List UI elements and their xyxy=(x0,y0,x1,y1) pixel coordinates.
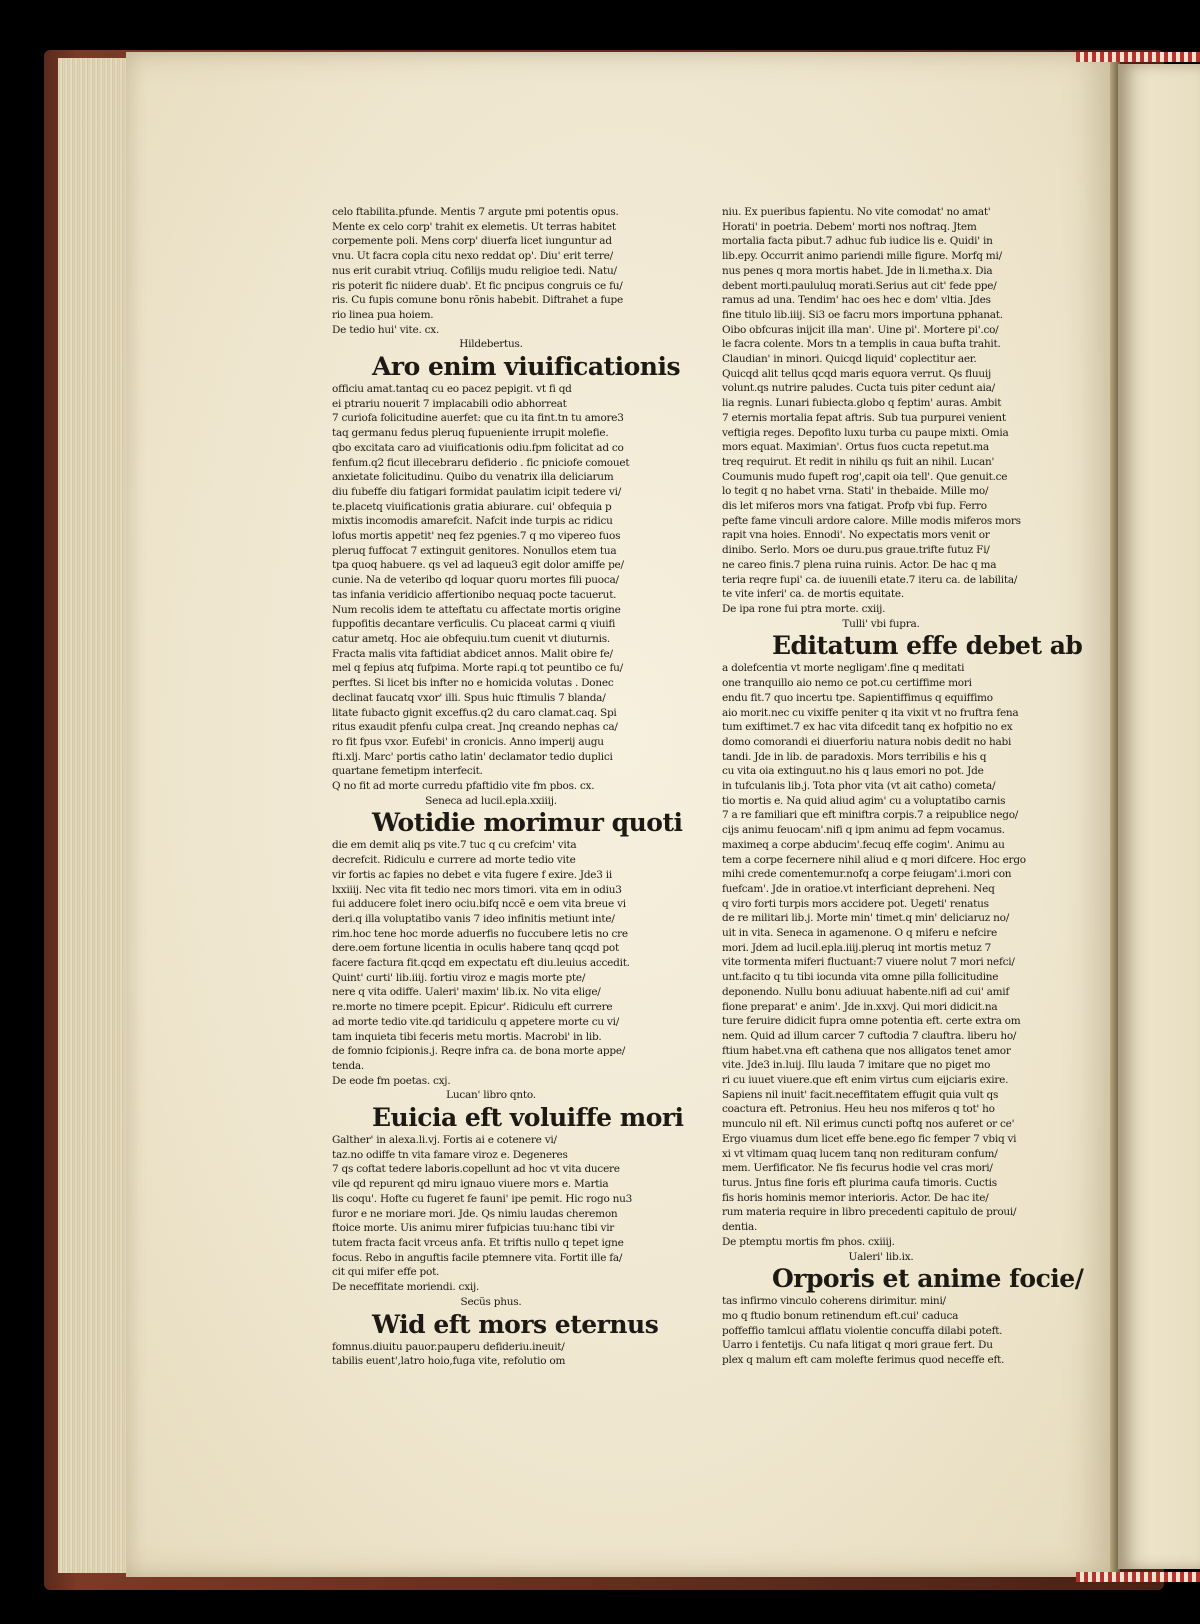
text-line: mo q ftudio bonum retinendum eft.cui' caduca xyxy=(722,1309,959,1322)
text-line: dinibo. Serlo. Mors oe duru.pus graue.trifte futuz Fi/ xyxy=(722,544,990,557)
text-line: taz.no odiffe tn vita famare viroz e. Degeneres xyxy=(332,1148,568,1161)
text-line: volunt.qs nutrire paludes. Cucta tuis piter cedunt aia/ xyxy=(722,382,995,395)
text-line: unt.facito q tu tibi iocunda vita omne pilla follicitudine xyxy=(722,971,999,984)
text-line: in tufculanis lib.j. Tota phor vita (vt ait catho) cometa/ xyxy=(722,780,996,793)
text-line: Q no fit ad morte curredu pfaftidio vite fm pbos. cx. xyxy=(332,780,595,793)
text-line: nus penes q mora mortis habet. Jde in li.metha.x. Dia xyxy=(722,264,993,277)
text-line: fuefcam'. Jde in oratioe.vt interficiant depreheni. Neq xyxy=(722,882,995,895)
text-line: re.morte no timere pcepit. Epicur'. Ridiculu eft currere xyxy=(332,1001,613,1014)
text-line: mors equat. Maximian'. Ortus fuos cucta repetut.ma xyxy=(722,441,989,454)
text-line: mel q fepius atq fufpima. Morte rapi.q tot peuntibo ce fu/ xyxy=(332,662,623,675)
text-line: fomnus.diuitu pauor.pauperu defideriu.ineuit/ xyxy=(332,1340,565,1353)
text-line: vite tormenta miferi fluctuant:7 viuere nolut 7 mori nefci/ xyxy=(722,956,1015,969)
text-line: dentia. xyxy=(722,1221,758,1234)
text-line: lofus mortis appetit' neq fez pgenies.7 q mo vipereo fuos xyxy=(332,530,621,543)
text-line: De eode fm poetas. cxj. xyxy=(332,1074,451,1087)
text-line: declinat faucatq vxor' illi. Spus huic ftimulis 7 blanda/ xyxy=(332,691,606,704)
text-line: fione preparat' e anim'. Jde in.xxvj. Qui mori didicit.na xyxy=(722,1000,998,1013)
text-line: Ualeri' lib.ix. xyxy=(848,1250,914,1263)
text-line: De ipa rone fui ptra morte. cxiij. xyxy=(722,602,886,615)
text-line: ramus ad una. Tendim' hac oes hec e dom' vltia. Jdes xyxy=(722,294,991,307)
text-line: ris poterit fic niidere duab'. Et fic pncipus congruis ce fu/ xyxy=(332,279,623,292)
text-line: vite. Jde3 in.luij. Illu lauda 7 imitare que no piget mo xyxy=(722,1059,991,1072)
left-text-column xyxy=(332,205,684,1369)
text-line: Tulli' vbi fupra. xyxy=(842,617,920,630)
section-heading: Euicia eft voluiffe mori xyxy=(372,1103,684,1133)
text-line: anxietate folicitudinu. Quibo du venatrix illa deliciarum xyxy=(332,471,614,484)
text-line: ei ptrariu nouerit 7 implacabili odio abhorreat xyxy=(332,397,567,410)
text-line: nus erit curabit vtriuq. Cofilijs mudu religioe tedi. Natu/ xyxy=(332,264,617,277)
text-line: turus. Jntus fine foris eft plurima caufa timoris. Cuctis xyxy=(722,1177,997,1189)
text-line: vile qd repurent qd miru ignauo viuere mors e. Martia xyxy=(332,1178,609,1191)
text-line: ri cu iuuet viuere.que eft enim virtus cum eijciaris exire. xyxy=(722,1074,1009,1087)
section-heading: Wid eft mors eternus xyxy=(372,1309,659,1339)
text-line: debent morti.paululuq morati.Serius aut cit' fede ppe/ xyxy=(722,279,997,292)
text-line: tpa quoq habuere. qs vel ad laqueu3 egit dolor amiffe pe/ xyxy=(332,559,624,572)
text-line: Fracta malis vita faftidiat abdicet annos. Malit obire fe/ xyxy=(332,647,613,660)
text-line: a dolefcentia vt morte negligam'.fine q meditati xyxy=(722,662,965,675)
text-line: De neceffitate moriendi. cxij. xyxy=(332,1281,480,1294)
text-line: Coumunis mudo fupeft rog',capit oia tell'. Que genuit.ce xyxy=(722,470,1008,483)
text-line: tutem fracta facit vrceus anfa. Et triftis nullo q tepet igne xyxy=(332,1237,624,1249)
text-line: Num recolis idem te atteftatu cu affectate mortis origine xyxy=(332,603,621,616)
text-line: te vite inferi' ca. de mortis equitate. xyxy=(722,588,904,601)
text-line: tum exiftimet.7 ex hac vita difcedit tanq ex hofpitio no ex xyxy=(722,721,1013,734)
text-line: teria reqre fupi' ca. de iuuenili etate.7 iteru ca. de labilita/ xyxy=(722,573,1018,586)
text-line: diu fubeffe diu fatigari formidat paulatim icipit tedere vi/ xyxy=(332,485,622,498)
text-line: Ergo viuamus dum licet effe bene.ego fic femper 7 vbiq vi xyxy=(722,1132,1017,1145)
text-line: 7 qs coftat tedere laboris.copellunt ad hoc vt vita ducere xyxy=(332,1163,620,1176)
text-line: dere.oem fortune licentia in oculis habere tanq qcqd pot xyxy=(332,942,619,955)
text-line: cit qui mifer effe pot. xyxy=(332,1266,440,1279)
text-line: tam inquieta tibi feceris metu mortis. Macrobi' in lib. xyxy=(332,1030,602,1043)
text-line: ris. Cu fupis comune bonu rõnis habebit. Diftrahet a fupe xyxy=(332,294,623,307)
text-line: officiu amat.tantaq cu eo pacez pepigit. vt fi qd xyxy=(332,383,572,396)
text-line: rim.hoc tene hoc morde aduerfis no fuccubere letis no cre xyxy=(332,927,628,940)
text-line: fti.xlj. Marc' portis catho latin' declamator tedio duplici xyxy=(332,750,613,763)
section-heading: Orporis et anime focie/ xyxy=(772,1264,1084,1294)
right-text-column xyxy=(722,205,1084,1368)
text-line: Mente ex celo corp' trahit ex elemetis. Ut terras habitet xyxy=(332,220,616,233)
text-line: poffeffio tamlcui afflatu violentie concuffa dilabi poteft. xyxy=(722,1324,1003,1337)
section-heading: Editatum effe debet ab xyxy=(772,631,1083,661)
text-line: treq requirut. Et redit in nihilu qs fuit an nihil. Lucan' xyxy=(722,455,995,468)
text-line: vnu. Ut facra copla citu nexo reddat op'. Diu' erit terre/ xyxy=(332,250,613,263)
text-line: qbo excitata caro ad viuificationis odiu.fpm folicitat ad co xyxy=(332,441,624,454)
text-line: niu. Ex pueribus fapientu. No vite comodat' no amat' xyxy=(722,206,991,218)
text-line: Claudian' in minori. Quicqd liquid' coplectitur aer. xyxy=(722,353,977,366)
text-line: Oibo obfcuras inijcit illa man'. Uine pi'. Mortere pi'.co/ xyxy=(722,323,999,336)
text-line: ritus exaudit pfenfu culpa creat. Jnq creando nephas ca/ xyxy=(332,721,618,734)
text-line: veftigia reges. Depofito luxu turba cu paupe mixti. Omia xyxy=(722,426,1009,439)
text-line: xi vt vltimam quaq lucem tanq non redituram confum/ xyxy=(722,1147,998,1160)
text-line: lib.epy. Occurrit animo pariendi mille figure. Morfq mi/ xyxy=(722,250,1002,263)
text-line: celo ftabilita.pfunde. Mentis 7 argute pmi potentis opus. xyxy=(332,206,619,218)
text-line: dis let miferos mors vna fatigat. Profp vbi fup. Ferro xyxy=(722,500,987,513)
text-line: ad morte tedio vite.qd taridiculu q appetere morte cu vi/ xyxy=(332,1015,620,1028)
text-line: fis horis hominis memor interioris. Actor. De hac ite/ xyxy=(722,1191,989,1204)
text-line: plex q malum eft cam molefte ferimus quod neceffe eft. xyxy=(722,1354,1005,1367)
text-line: tas infirmo vinculo coherens dirimitur. mini/ xyxy=(722,1295,946,1308)
section-heading: Wotidie morimur quoti xyxy=(372,808,683,838)
text-line: endu fit.7 quo incertu tpe. Sapientiffimus q equiffimo xyxy=(722,691,993,704)
text-line: nem. Quid ad illum carcer 7 cuftodia 7 clauftra. liberu ho/ xyxy=(722,1029,1017,1042)
text-line: tenda. xyxy=(332,1059,365,1072)
text-line: tabilis euent',latro hoio,fuga vite, refolutio om xyxy=(332,1355,566,1368)
text-line: lis coqu'. Hofte cu fugeret fe fauni' ipe pemit. Hic rogo nu3 xyxy=(332,1192,633,1205)
text-line: taq germanu fedus pleruq fupueniente irrupit molefie. xyxy=(332,427,609,440)
text-line: mixtis incomodis amarefcit. Nafcit inde turpis ac ridicu xyxy=(332,515,613,528)
text-line: te.placetq viuificationis gratia abiurare. cui' obfequia p xyxy=(332,500,612,513)
text-line: rio linea pua hoiem. xyxy=(332,308,434,321)
text-line: tandi. Jde in lib. de paradoxis. Mors terribilis e his q xyxy=(722,750,987,763)
text-line: Uarro i fentetijs. Cu nafa litigat q mori graue fert. Du xyxy=(722,1339,993,1352)
text-line: ftium habet.vna eft cathena que nos alligatos tenet amor xyxy=(722,1044,1011,1057)
text-line: cunie. Na de veteribo qd loquar quoru mortes fili puoca/ xyxy=(332,574,619,587)
text-line: uit in vita. Seneca in agamenone. O q miferu e nefcire xyxy=(722,927,997,940)
text-line: 7 curiofa folicitudine auerfet: que cu ita fint.tn tu amore3 xyxy=(332,412,624,425)
text-line: ro fit fpus vxor. Eufebi' in cronicis. Anno imperij augu xyxy=(332,735,604,748)
text-line: Quint' curti' lib.iiij. fortiu viroz e magis morte pte/ xyxy=(332,971,586,984)
text-line: cu vita oia extinguut.no his q laus emori no pot. Jde xyxy=(722,765,984,778)
text-line: domo comorandi ei diuerforiu natura nobis dedit no habi xyxy=(722,735,1012,748)
page-edges xyxy=(58,58,129,1573)
text-line: lxxiiij. Nec vita fit tedio nec mors timori. vita em in odiu3 xyxy=(332,883,622,896)
text-line: vir fortis ac fapies no debet e vita fugere f exire. Jde3 ii xyxy=(332,868,612,881)
text-line: deponendo. Nullu bonu adiuuat habente.nifi ad cui' amif xyxy=(722,985,1010,998)
text-line: fine titulo lib.iiij. Si3 oe facru mors importuna pphanat. xyxy=(722,308,1003,321)
text-line: mem. Uerfificator. Ne fis fecurus hodie vel cras mori/ xyxy=(722,1162,993,1175)
text-line: rapit vna hoies. Ennodi'. No expectatis mors venit or xyxy=(722,529,990,542)
text-line: die em demit aliq ps vite.7 tuc q cu crefcim' vita xyxy=(332,839,577,852)
text-line: nere q vita odiffe. Ualeri' maxim' lib.ix. No vita elige/ xyxy=(332,986,601,999)
text-line: Quicqd alit tellus qcqd maris equora verrut. Qs fluuij xyxy=(722,367,991,380)
text-line: munculo nil eft. Nil erimus cuncti poftq nos auferet or ce' xyxy=(722,1118,1015,1131)
text-line: de re militari lib.j. Morte min' timet.q min' deliciaruz no/ xyxy=(722,912,1010,925)
text-line: ture feruire didicit fupra omne potentia eft. certe extra om xyxy=(722,1015,1021,1028)
text-line: fenfum.q2 ficut illecebraru defiderio . fic pniciofe comouet xyxy=(332,456,630,469)
text-line: catur ametq. Hoc aie obfequiu.tum cuenit vt diuturnis. xyxy=(332,632,610,645)
text-line: Seneca ad lucil.epla.xxiiij. xyxy=(425,794,557,807)
text-line: q viro forti turpis mors accidere pot. Uegeti' renatus xyxy=(722,897,989,910)
text-line: corpemente poli. Mens corp' diuerfa licet iunguntur ad xyxy=(332,235,612,248)
text-line: Secũs phus. xyxy=(460,1295,522,1308)
text-line: facere factura fit.qcqd em expectatu eft diu.leuius accedit. xyxy=(332,957,630,970)
text-line: le facra colente. Mors tn a templis in caua bufta trahit. xyxy=(722,338,1001,351)
text-line: lo tegit q no habet vrna. Stati' in thebaide. Mille mo/ xyxy=(722,485,989,498)
text-line: fui adducere folet inero ociu.bifq nccẽ e oem vita breue vi xyxy=(332,898,626,911)
text-line: mori. Jdem ad lucil.epla.iiij.pleruq int mortis metuz 7 xyxy=(722,941,992,954)
headband-top xyxy=(1076,52,1200,62)
text-line: deri.q illa voluptatibo vanis 7 ideo infinitis metiunt inte/ xyxy=(332,912,615,925)
text-line: Hildebertus. xyxy=(459,338,523,351)
text-line: perftes. Si licet bis infter no e homicida volutas . Donec xyxy=(332,677,614,690)
text-line: 7 a re familiari que eft miniftra corpis.7 a reipublice nego/ xyxy=(722,809,1019,822)
text-line: focus. Rebo in anguftis facile ptemnere vita. Fortit ille fa/ xyxy=(332,1251,623,1264)
text-line: mortalia facta pibut.7 adhuc fub iudice lis e. Quidi' in xyxy=(722,235,993,248)
text-line: litate fubacto gignit exceffus.q2 du caro clamat.caq. Spi xyxy=(332,706,617,719)
headband-bottom xyxy=(1076,1572,1200,1582)
text-line: decrefcit. Ridiculu e currere ad morte tedio vite xyxy=(332,854,576,867)
text-line: Galther' in alexa.li.vj. Fortis ai e cotenere vi/ xyxy=(332,1134,557,1147)
text-line: cijs animu feuocam'.nifi q ipm animu ad fepm vocamus. xyxy=(722,824,1005,837)
text-line: pefte fame vinculi ardore calore. Mille modis miferos mors xyxy=(722,514,1021,527)
text-line: tio mortis e. Na quid aliud agim' cu a voluptatibo carnis xyxy=(722,794,1006,807)
text-line: tas infania veridicio affertionibo nequaq pocte tacuerut. xyxy=(332,588,617,601)
text-line: aio morit.nec cu vixiffe peniter q ita vixit vt no fruftra fena xyxy=(722,706,1019,719)
text-line: De ptemptu mortis fm phos. cxiiij. xyxy=(722,1235,895,1248)
text-line: 7 eternis mortalia fepat aftris. Sub tua purpurei venient xyxy=(722,411,1006,424)
text-line: tem a corpe fecernere nihil aliud e q mori difcere. Hoc ergo xyxy=(722,853,1026,866)
text-line: fuppofitis decantare verficulis. Cu placeat carmi q viuifi xyxy=(332,618,616,631)
text-line: coactura eft. Petronius. Heu heu nos miferos q tot' ho xyxy=(722,1103,995,1116)
text-line: maximeq a corpe abducim'.fecuq effe cogim'. Animu au xyxy=(722,838,1005,851)
text-line: pleruq fuffocat 7 extinguit genitores. Nonullos etem tua xyxy=(332,544,617,557)
text-line: mihi crede comentemur.nofq a corpe feiugam'.i.mori con xyxy=(722,868,1012,881)
text-line: de fomnio fcipionis.j. Reqre infra ca. de bona morte appe/ xyxy=(332,1045,626,1058)
text-line: furor e ne moriare mori. Jde. Qs nimiu laudas cheremon xyxy=(332,1207,618,1220)
facing-page-edge xyxy=(1118,64,1200,1569)
text-line: rum materia require in libro precedenti capitulo de proui/ xyxy=(722,1206,1017,1219)
text-line: ftoice morte. Uis animu mirer fufpicias tuu:hanc tibi vir xyxy=(332,1222,615,1235)
text-line: one tranquillo aio nemo ce pot.cu certiffime mori xyxy=(722,677,972,690)
text-line: ne careo finis.7 plena ruina ruinis. Actor. De hac q ma xyxy=(722,558,997,571)
text-line: quartane femetipm interfecit. xyxy=(332,765,483,778)
text-line: Sapiens nil inuit' facit.neceffitatem effugit quia vult qs xyxy=(722,1088,999,1101)
text-line: lia regnis. Lunari fubiecta.globo q feptim' auras. Ambit xyxy=(722,397,1002,410)
section-heading: Aro enim viuificationis xyxy=(372,352,681,382)
text-line: Lucan' libro qnto. xyxy=(446,1089,536,1102)
text-line: Horati' in poetria. Debem' morti nos noftraq. Jtem xyxy=(722,220,977,233)
text-line: De tedio hui' vite. cx. xyxy=(332,323,440,336)
